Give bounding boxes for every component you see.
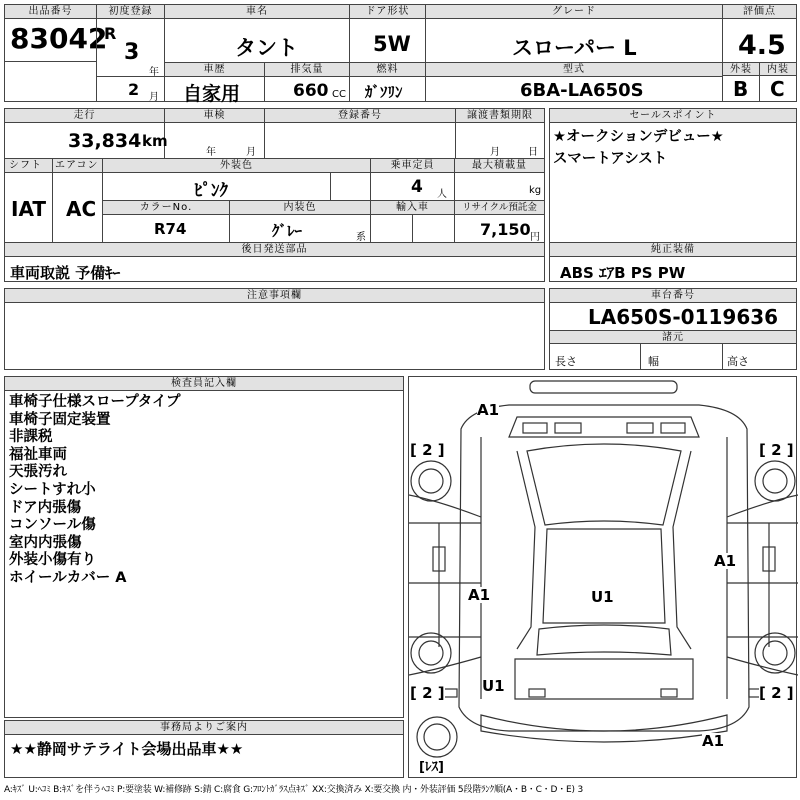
ext-grade: B <box>733 77 749 101</box>
inspector-line: 車椅子仕様スロープタイプ <box>9 394 181 410</box>
first-reg-label: 初度登録 <box>97 5 164 19</box>
doors-label: ドア形状 <box>350 5 425 19</box>
grade-label: グレード <box>426 5 722 19</box>
ext-label: 外装 <box>723 62 759 76</box>
damage-mark: A1 <box>477 401 500 419</box>
inspector-line: 外装小傷有り <box>9 552 96 569</box>
legend: A:ｷｽﾞ U:ﾍｺﾐ B:ｷｽﾞを伴うﾍｺﾐ P:要塗装 W:補修跡 S:錆 C:腐食 G:ﾌﾛﾝﾄｶﾞﾗｽ点ｷｽﾞ XX:交換済み X:要交換 内・外装評価 5段階ﾗﾝｸ順(A・B・C・D・E) 3 <box>4 785 583 795</box>
lot-label: 出品番号 <box>5 5 96 19</box>
month-unit: 月 <box>149 92 159 103</box>
interior-color-label: 内装色 <box>230 201 370 215</box>
damage-mark: A1 <box>702 732 725 750</box>
later-parts: 車両取説 予備ｷｰ <box>10 264 121 282</box>
deadline-month-unit: 月 <box>490 147 500 158</box>
inspector-label: 検査員記入欄 <box>5 377 403 391</box>
load-label: 最大積載量 <box>455 159 544 173</box>
damage-mark: [ﾚｽ] <box>419 760 444 775</box>
length-label: 長さ <box>555 355 577 368</box>
office-label: 事務局よりご案内 <box>5 721 403 735</box>
exterior-color: ﾋﾟﾝｸ <box>194 181 228 201</box>
office-note: ★★静岡サテライト会場出品車★★ <box>10 740 244 758</box>
km-unit: km <box>142 132 168 150</box>
reg-year: 3 <box>124 40 140 65</box>
inspection-month-unit: 月 <box>246 147 256 158</box>
inspection-year-unit: 年 <box>206 147 216 158</box>
import-label: 輸入車 <box>371 201 454 215</box>
damage-mark: [ 2 ] <box>759 441 794 459</box>
equipment: ABS ｴｱB PS PW <box>560 264 686 282</box>
reg-no-label: 登録番号 <box>265 109 455 123</box>
inspection-label: 車検 <box>165 109 264 123</box>
name-label: 車名 <box>165 5 349 19</box>
era: R <box>104 24 117 43</box>
height-label: 高さ <box>727 355 749 368</box>
score-label: 評価点 <box>723 5 796 19</box>
sales-label: セールスポイント <box>550 109 796 123</box>
car-name: タント <box>235 36 298 60</box>
fuel: ｶﾞｿﾘﾝ <box>365 83 403 101</box>
damage-mark: U1 <box>591 588 614 606</box>
ac-label: エアコン <box>53 159 102 173</box>
shift-label: シフト <box>5 159 52 173</box>
year-unit: 年 <box>149 67 159 78</box>
doc-deadline-label: 譲渡書類期限 <box>456 109 544 123</box>
inspector-line: コンソール傷 <box>9 517 96 534</box>
inspector-line: ホイールカバー A <box>9 569 127 586</box>
inspector-line: ドア内張傷 <box>9 499 82 516</box>
inspector-line: 非課税 <box>9 429 53 446</box>
inspector-line: 福祉車両 <box>9 446 67 463</box>
history-label: 車歴 <box>165 63 264 77</box>
lot-number: 83042 <box>10 22 108 55</box>
damage-mark: U1 <box>482 677 505 695</box>
yen-unit: 円 <box>530 232 540 243</box>
mileage-label: 走行 <box>5 109 164 123</box>
damage-mark: A1 <box>468 586 491 604</box>
model: 6BA-LA650S <box>520 80 644 101</box>
inspector-notes <box>9 394 181 588</box>
equipment-label: 純正装備 <box>550 243 796 257</box>
damage-mark: [ 2 ] <box>759 684 794 702</box>
damage-mark: [ 2 ] <box>410 684 445 702</box>
int-grade: C <box>770 77 785 101</box>
deadline-day-unit: 日 <box>528 147 538 158</box>
kg-unit: kg <box>529 185 542 196</box>
cc-unit: CC <box>332 89 346 100</box>
mileage: 33,834 <box>68 130 142 152</box>
int-label: 内装 <box>760 62 796 76</box>
width-label: 幅 <box>648 355 659 368</box>
score: 4.5 <box>738 30 786 61</box>
later-parts-label: 後日発送部品 <box>5 243 544 257</box>
chassis-label: 車台番号 <box>550 289 796 303</box>
damage-mark: A1 <box>714 552 737 570</box>
notes-label: 注意事項欄 <box>5 289 544 303</box>
fuel-label: 燃料 <box>350 63 425 77</box>
damage-mark: [ 2 ] <box>410 441 445 459</box>
car-outline <box>409 377 798 779</box>
person-unit: 人 <box>437 189 447 200</box>
grade: スローパー L <box>512 36 637 60</box>
car-diagram <box>408 376 797 778</box>
recycle-fee: 7,150 <box>480 220 531 239</box>
sales-line: スマートアシスト <box>553 150 668 167</box>
color-no: R74 <box>154 220 187 238</box>
ac: AC <box>66 197 97 221</box>
model-label: 型式 <box>426 63 722 77</box>
history: 自家用 <box>183 83 241 105</box>
spec-label: 諸元 <box>550 330 796 344</box>
displacement: 660 <box>293 81 329 101</box>
inspector-line: シートすれ小 <box>9 481 96 498</box>
recycle-label: リサイクル預託金 <box>455 201 544 215</box>
displacement-label: 排気量 <box>265 63 349 77</box>
chassis-number: LA650S-0119636 <box>588 305 779 329</box>
kei-unit: 系 <box>356 232 366 243</box>
capacity: 4 <box>411 177 423 197</box>
inspector-line: 車椅子固定装置 <box>9 411 111 428</box>
color-label: 外装色 <box>103 159 370 173</box>
sales-line: ★オークションデビュー★ <box>553 129 724 145</box>
capacity-label: 乗車定員 <box>371 159 454 173</box>
sales-points <box>553 129 724 168</box>
inspector-line: 天張汚れ <box>9 464 67 481</box>
inspector-line: 室内内張傷 <box>9 534 82 551</box>
doors: 5W <box>373 32 411 56</box>
reg-month: 2 <box>128 80 140 99</box>
interior-color: ｸﾞﾚｰ <box>272 222 303 240</box>
shift: IAT <box>11 197 47 221</box>
color-no-label: カラーNo. <box>103 201 229 215</box>
